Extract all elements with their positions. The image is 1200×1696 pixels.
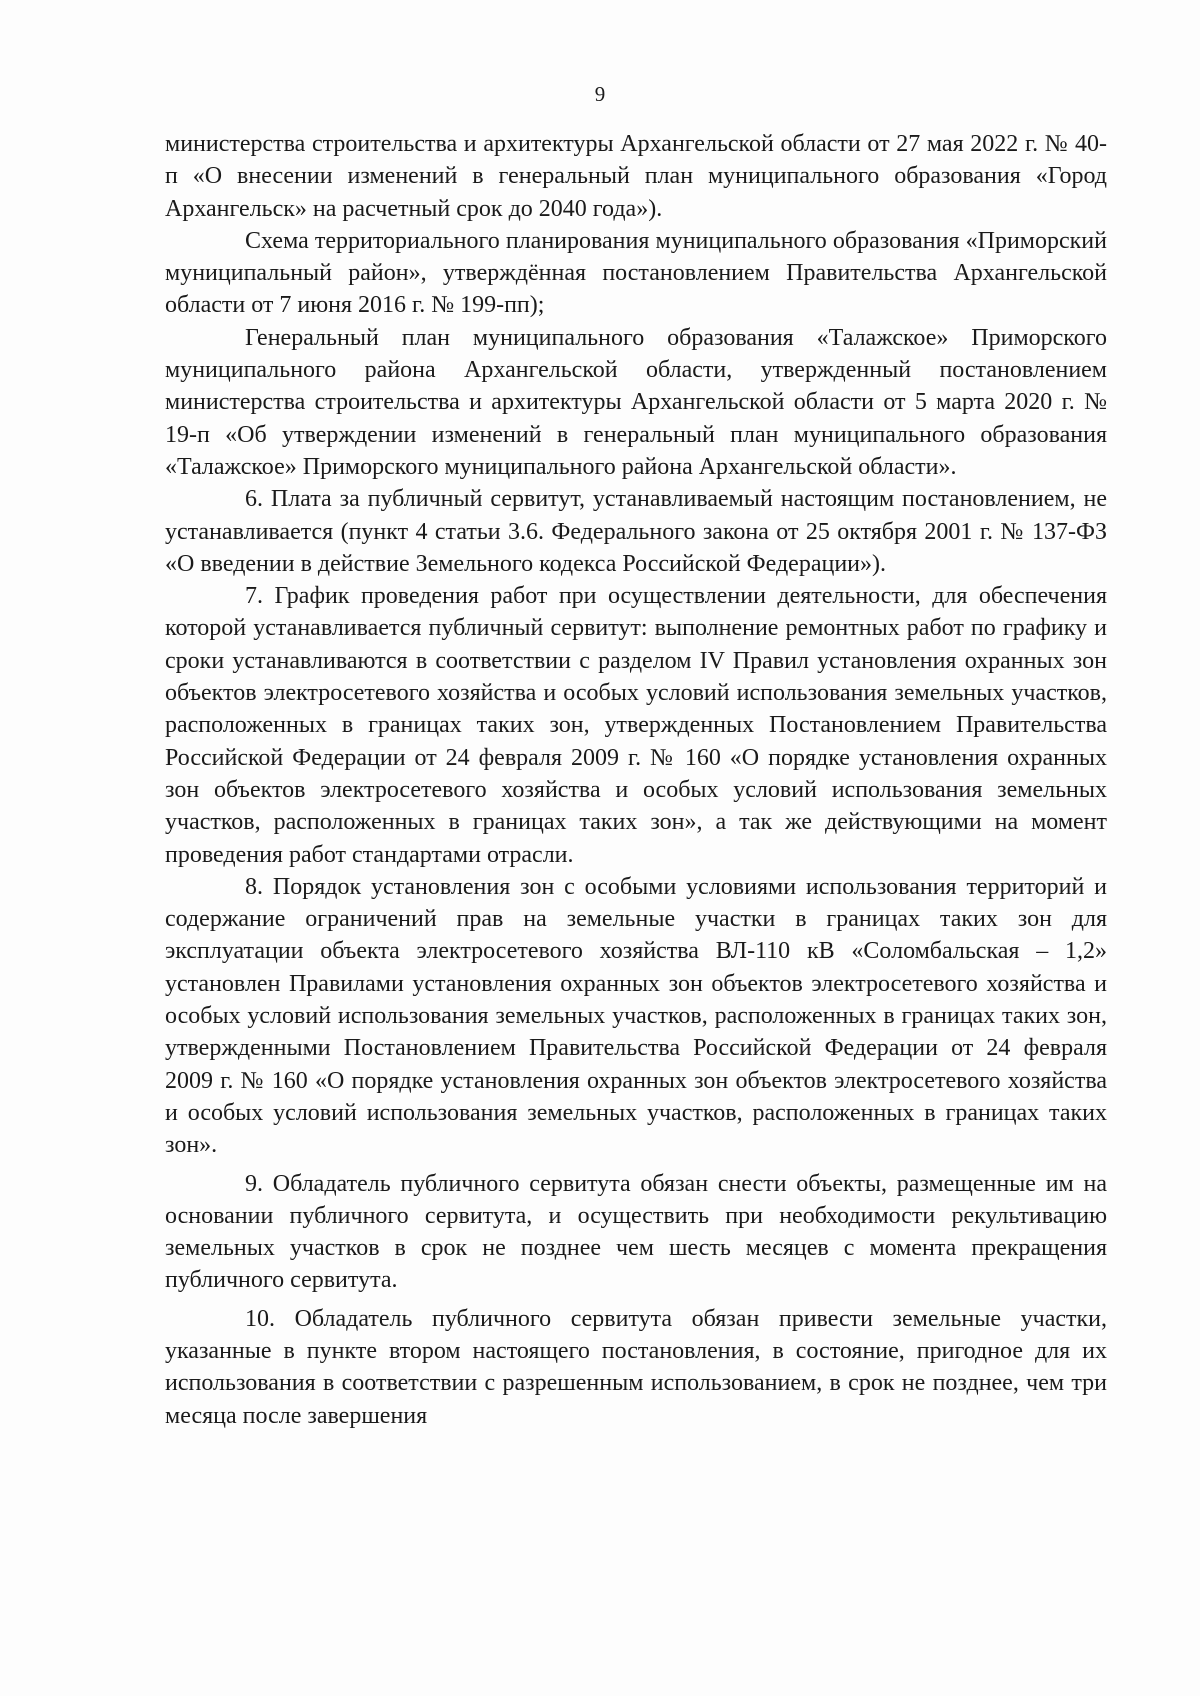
paragraph-item-7: 7. График проведения работ при осуществлении деятельности, для обеспечения которой устанавливается публичный сервитут: выполнение ремонтных работ по графику и сроки устанавливаются в соответствии с разделом IV Правил установления охранных зон объектов электросетевого хозяйства и особых условий использования земельных участков, расположенных в границах таких зон, утвержденных Постановлением Правительства Российской Федерации от 24 февраля 2009 г. № 160 «О порядке установления охранных зон объектов электросетевого хозяйства и особых условий использования земельных участков, расположенных в границах таких зон», а так же действующими на момент проведения работ стандартами отрасли. [165,583,1107,868]
paragraph-item-9: 9. Обладатель публичного сервитута обязан снести объекты, размещенные им на основании публичного сервитута, и осуществить при необходимости рекультивацию земельных участков в срок не позднее чем шесть месяцев с момента прекращения публичного сервитута. [165,1170,1107,1294]
page-number: 9 [594,82,606,106]
paragraph-general-plan-talazhskoe: Генеральный план муниципального образования «Талажское» Приморского муниципального района Архангельской области, утвержденный постановлением министерства строительства и архитектуры Архангельской области от 5 марта 2020 г. № 19-п «Об утверждении изменений в генеральный план муниципального образования «Талажское» Приморского муниципального района Архангельской области». [165,324,1107,480]
paragraph-item-10: 10. Обладатель публичного сервитута обязан привести земельные участки, указанные в пункте втором настоящего постановления, в состояние, пригодное для их использования в соответствии с разрешенным использованием, в срок не позднее, чем три месяца после завершения [165,1305,1107,1429]
paragraph-item-6: 6. Плата за публичный сервитут, устанавливаемый настоящим постановлением, не устанавливается (пункт 4 статьи 3.6. Федерального закона от 25 октября 2001 г. № 137-ФЗ «О введении в действие Земельного кодекса Российской Федерации»). [165,486,1107,577]
paragraph-territorial-scheme: Схема территориального планирования муниципального образования «Приморский муниципальный район», утверждённая постановлением Правительства Архангельской области от 7 июня 2016 г. № 199-пп); [165,227,1107,319]
paragraph-continuation: министерства строительства и архитектуры Архангельской области от 27 мая 2022 г. № 40-п «О внесении изменений в генеральный план муниципального образования «Город Архангельск» на расчетный срок до 2040 года»). [165,131,1107,222]
paragraph-item-8: 8. Порядок установления зон с особыми условиями использования территорий и содержание ограничений прав на земельные участки в границах таких зон для эксплуатации объекта электросетевого хозяйства ВЛ-110 кВ «Соломбальская – 1,2» установлен Правилами установления охранных зон объектов электросетевого хозяйства и особых условий использования земельных участков, расположенных в границах таких зон, утвержденными Постановлением Правительства Российской Федерации от 24 февраля 2009 г. № 160 «О порядке установления охранных зон объектов электросетевого хозяйства и особых условий использования земельных участков, расположенных в границах таких зон». [165,873,1107,1159]
document-body [165,128,1107,1432]
